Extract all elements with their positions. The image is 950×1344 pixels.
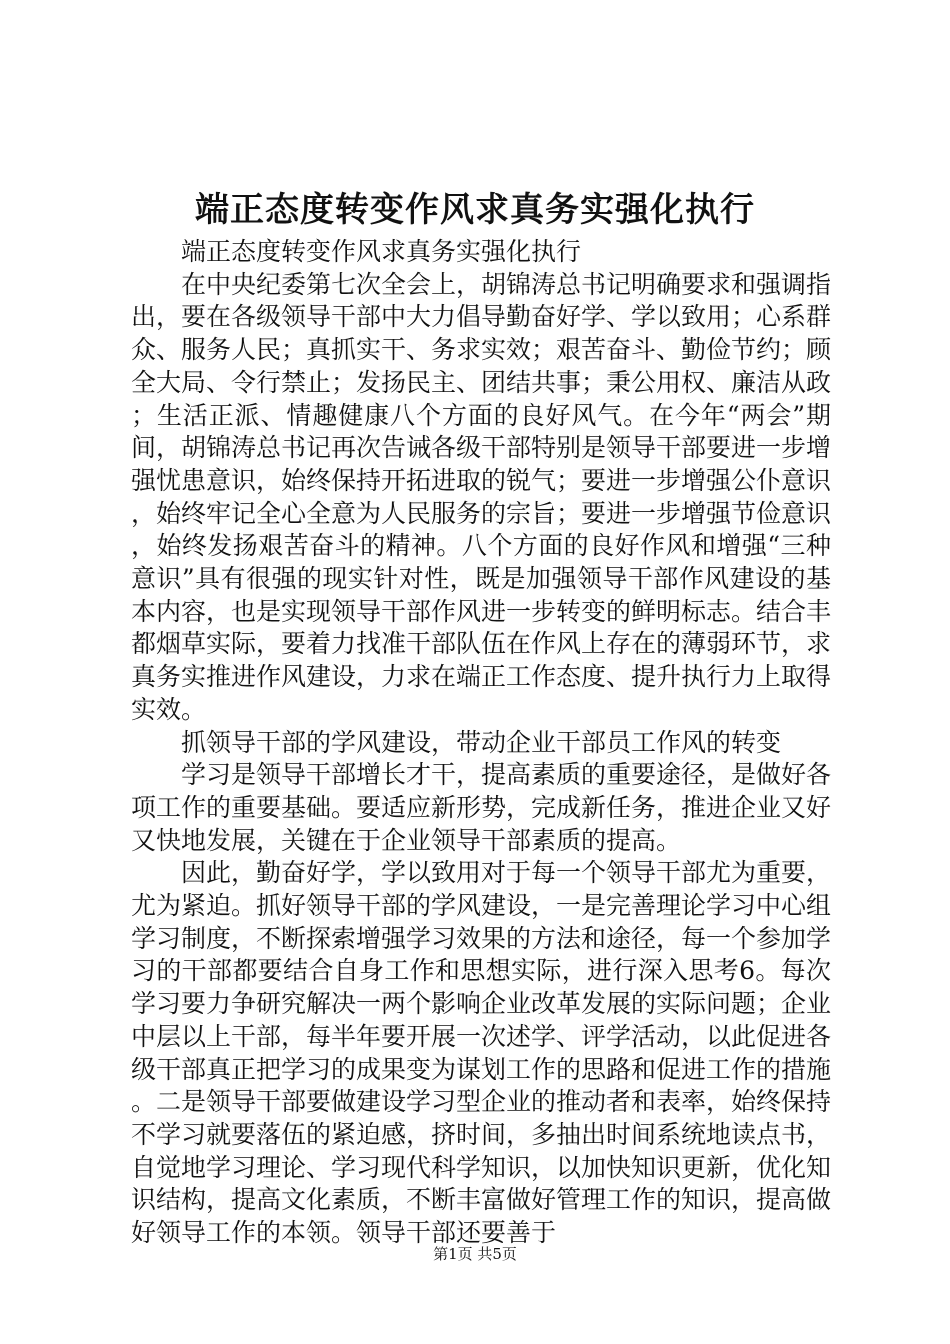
document-title: 端正态度转变作风求真务实强化执行 bbox=[195, 190, 755, 230]
document-body bbox=[131, 236, 831, 1250]
paragraph: 因此，勤奋好学，学以致用对于每一个领导干部尤为重要，尤为紧迫。抓好领导干部的学风建设，一是完善理论学习中心组学习制度，不断探索增强学习效果的方法和途径，每一个参加学习的干部都要结合自身工作和思想实际，进行深入思考6。每次学习要力争研究解决一两个影响企业改革发展的实际问题；企业中层以上干部，每半年要开展一次述学、评学活动，以此促进各级干部真正把学习的成果变为谋划工作的思路和促进工作的措施。二是领导干部要做建设学习型企业的推动者和表率，始终保持不学习就要落伍的紧迫感，挤时间，多抽出时间系统地读点书，自觉地学习理论、学习现代科学知识，以加快知识更新，优化知识结构，提高文化素质，不断丰富做好管理工作的知识，提高做好领导工作的本领。领导干部还要善于 bbox=[131, 858, 832, 1248]
paragraph: 学习是领导干部增长才干，提高素质的重要途径，是做好各项工作的重要基础。要适应新形势，完成新任务，推进企业又好又快地发展，关键在于企业领导干部素质的提高。 bbox=[131, 760, 832, 855]
section-heading: 抓领导干部的学风建设，带动企业干部员工作风的转变 bbox=[181, 727, 782, 757]
paragraph: 在中央纪委第七次全会上，胡锦涛总书记明确要求和强调指出，要在各级领导干部中大力倡导勤奋好学、学以致用；心系群众、服务人民；真抓实干、务求实效；艰苦奋斗、勤俭节约；顾全大局、令行禁止；发扬民主、团结共事；秉公用权、廉洁从政；生活正派、情趣健康八个方面的良好风气。在今年“两会”期间，胡锦涛总书记再次告诫各级干部特别是领导干部要进一步增强忧患意识，始终保持开拓进取的锐气；要进一步增强公仆意识，始终牢记全心全意为人民服务的宗旨；要进一步增强节俭意识，始终发扬艰苦奋斗的精神。八个方面的良好作风和增强“三种意识”具有很强的现实针对性，既是加强领导干部作风建设的基本内容，也是实现领导干部作风进一步转变的鲜明标志。结合丰都烟草实际，要着力找准干部队伍在作风上存在的薄弱环节，求真务实推进作风建设，力求在端正工作态度、提升执行力上取得实效。 bbox=[131, 269, 832, 724]
paragraph-subtitle: 端正态度转变作风求真务实强化执行 bbox=[181, 237, 582, 266]
page-footer: 第1页 共5页 bbox=[433, 1245, 517, 1263]
